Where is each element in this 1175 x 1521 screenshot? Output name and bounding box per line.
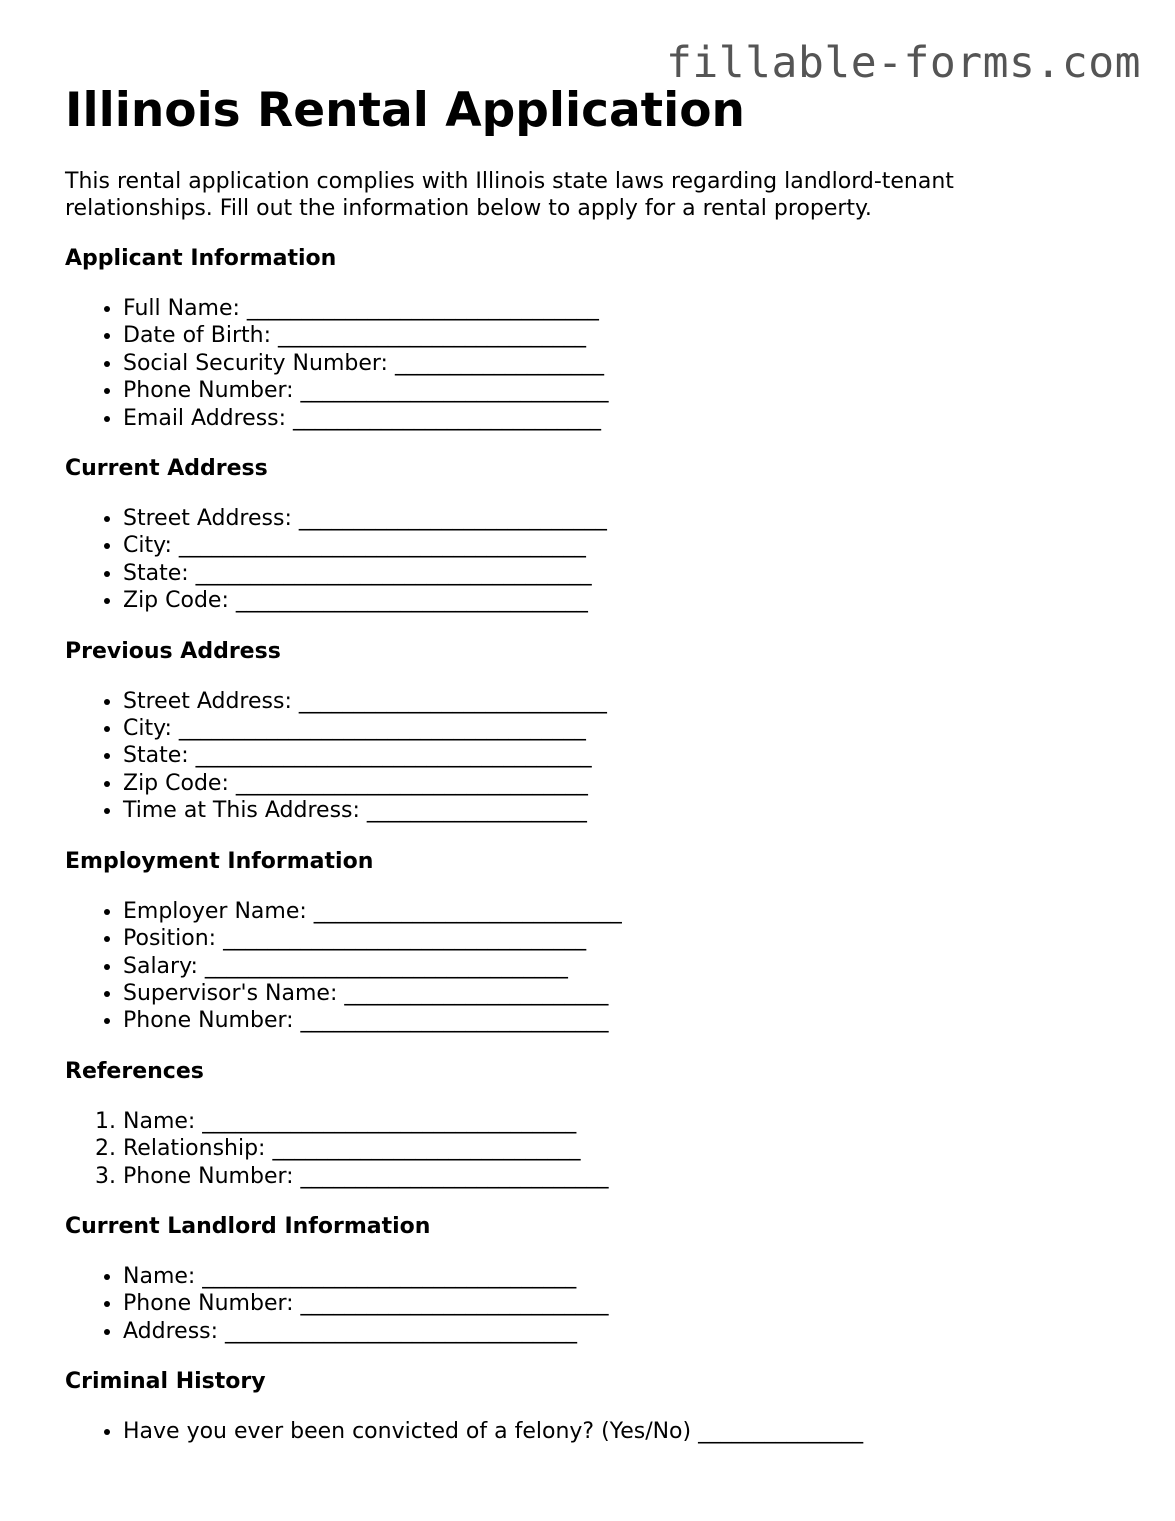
section-heading-previous-address: Previous Address bbox=[65, 638, 281, 664]
field-employer-name[interactable]: • Employer Name: ____________________________ bbox=[123, 898, 1125, 925]
page-title: Illinois Rental Application bbox=[65, 83, 745, 138]
field-previous-street-address[interactable]: • Street Address: ____________________________ bbox=[123, 688, 1125, 715]
criminal-history-list bbox=[65, 1418, 1125, 1445]
field-date-of-birth[interactable]: • Date of Birth: ____________________________ bbox=[123, 322, 1125, 349]
field-landlord-name[interactable]: • Name: __________________________________ bbox=[123, 1263, 1125, 1290]
field-reference-name[interactable]: 1. Name: __________________________________ bbox=[123, 1108, 1125, 1135]
document-page bbox=[65, 82, 1125, 1446]
field-salary[interactable]: • Salary: _________________________________ bbox=[123, 953, 1125, 980]
field-social-security-number[interactable]: • Social Security Number: ___________________ bbox=[123, 350, 1125, 377]
references-list bbox=[65, 1108, 1125, 1190]
field-landlord-address[interactable]: • Address: ________________________________ bbox=[123, 1318, 1125, 1345]
field-current-street-address[interactable]: • Street Address: ____________________________ bbox=[123, 505, 1125, 532]
field-felony-conviction[interactable]: • Have you ever been convicted of a felony? (Yes/No) _______________ bbox=[123, 1418, 1125, 1445]
field-current-city[interactable]: • City: _____________________________________ bbox=[123, 532, 1125, 559]
field-full-name[interactable]: • Full Name: ________________________________ bbox=[123, 295, 1125, 322]
field-previous-city[interactable]: • City: _____________________________________ bbox=[123, 715, 1125, 742]
field-landlord-phone-number[interactable]: • Phone Number: ____________________________ bbox=[123, 1290, 1125, 1317]
current-address-list bbox=[65, 505, 1125, 615]
section-heading-employment-information: Employment Information bbox=[65, 848, 374, 874]
applicant-information-list bbox=[65, 295, 1125, 432]
field-current-state[interactable]: • State: ____________________________________ bbox=[123, 560, 1125, 587]
field-current-zip-code[interactable]: • Zip Code: ________________________________ bbox=[123, 587, 1125, 614]
field-previous-zip-code[interactable]: • Zip Code: ________________________________ bbox=[123, 770, 1125, 797]
section-heading-current-landlord: Current Landlord Information bbox=[65, 1213, 431, 1239]
current-landlord-list bbox=[65, 1263, 1125, 1345]
previous-address-list bbox=[65, 688, 1125, 825]
field-phone-number[interactable]: • Phone Number: ____________________________ bbox=[123, 377, 1125, 404]
employment-information-list bbox=[65, 898, 1125, 1035]
section-heading-references: References bbox=[65, 1058, 204, 1084]
intro-paragraph: This rental application complies with Illinois state laws regarding landlord-tenant relationships. Fill out the information below to apply for a rental property. bbox=[65, 169, 954, 221]
field-supervisor-name[interactable]: • Supervisor's Name: ________________________ bbox=[123, 980, 1125, 1007]
field-email-address[interactable]: • Email Address: ____________________________ bbox=[123, 405, 1125, 432]
field-reference-relationship[interactable]: 2. Relationship: ____________________________ bbox=[123, 1135, 1125, 1162]
section-heading-criminal-history: Criminal History bbox=[65, 1369, 266, 1395]
section-heading-current-address: Current Address bbox=[65, 456, 268, 482]
section-heading-applicant-information: Applicant Information bbox=[65, 246, 337, 271]
field-time-at-address[interactable]: • Time at This Address: ____________________ bbox=[123, 797, 1125, 824]
watermark: fillable-forms.com bbox=[666, 38, 1141, 88]
field-previous-state[interactable]: • State: ____________________________________ bbox=[123, 742, 1125, 769]
field-reference-phone-number[interactable]: 3. Phone Number: ____________________________ bbox=[123, 1163, 1125, 1190]
field-position[interactable]: • Position: _________________________________ bbox=[123, 925, 1125, 952]
field-employer-phone-number[interactable]: • Phone Number: ____________________________ bbox=[123, 1007, 1125, 1034]
